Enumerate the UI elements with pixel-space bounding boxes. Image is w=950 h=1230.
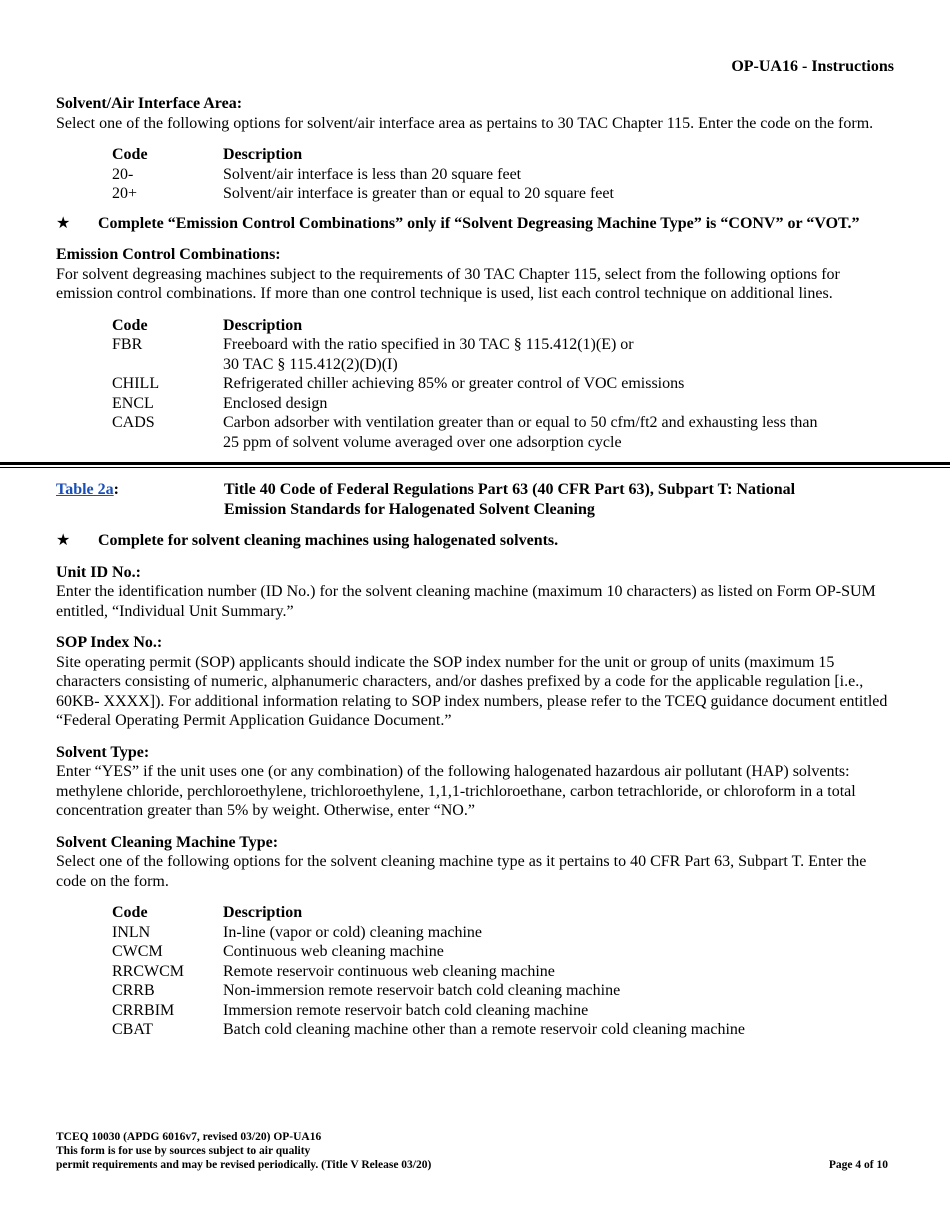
description-column-header: Description: [223, 316, 303, 334]
description-cell: [223, 413, 818, 452]
code-cell: CADS: [112, 414, 155, 431]
table-2a-title-line: Emission Standards for Halogenated Solvent Cleaning: [224, 500, 595, 518]
table-row: [112, 1020, 745, 1040]
code-cell: CRRB: [112, 982, 155, 999]
description-cell: Non-immersion remote reservoir batch cold cleaning machine: [223, 982, 621, 999]
table-2a-title: [224, 480, 795, 519]
code-cell: ENCL: [112, 394, 154, 412]
page-header-title: OP-UA16 - Instructions: [731, 58, 894, 75]
code-cell: 20+: [112, 185, 138, 202]
solvent-type-text: Enter “YES” if the unit uses one (or any combination) of the following halogenated hazardous air pollutant (HAP) solvents: methylene chloride, perchloroethylene, trichloroethylene, 1,1,1-trichloroethane, carbon tetrachloride, or chloroform in a total concentration greater than 5% by weight. Otherwise, enter “NO.”: [56, 763, 856, 819]
description-cell: [223, 335, 818, 374]
unit-id-heading: Unit ID No.:: [56, 563, 141, 581]
code-cell: CBAT: [112, 1021, 153, 1038]
unit-id-text: Enter the identification number (ID No.) for the solvent cleaning machine (maximum 10 characters) as listed on Form OP-SUM entitled, “Individual Unit Summary.”: [56, 583, 876, 620]
code-column-header: Code: [112, 316, 148, 334]
table-header-row: [112, 145, 614, 165]
page-number: Page 4 of 10: [828, 1159, 888, 1171]
sop-index-heading: SOP Index No.:: [56, 634, 163, 651]
footer-line: This form is for use by sources subject to air quality: [56, 1145, 311, 1157]
star-note-text: Complete for solvent cleaning machines using halogenated solvents.: [98, 532, 559, 549]
code-cell: CHILL: [112, 375, 160, 392]
code-cell: RRCWCM: [112, 962, 185, 980]
code-column-header: Code: [112, 146, 148, 163]
machine-type-code-table: [112, 903, 745, 1040]
section-divider: [0, 462, 950, 468]
star-icon: ★: [56, 214, 71, 232]
table-row: [112, 165, 614, 185]
description-cell: In-line (vapor or cold) cleaning machine: [223, 923, 482, 941]
sop-index-text: Site operating permit (SOP) applicants should indicate the SOP index number for the unit or group of units (maximum 15 characters consisting of numeric, alphanumeric characters, and/or dashes prefixed by a code for the applicable regulation [i.e., 60KB- XXXX]). For additional information relating to SOP index numbers, please refer to the TCEQ guidance document entitled “Federal Operating Permit Application Guidance Document.”: [56, 653, 888, 729]
table-row: [112, 923, 745, 943]
description-cell: Solvent/air interface is less than 20 square feet: [223, 165, 522, 183]
page-footer: [56, 1130, 888, 1172]
table-header-row: [112, 316, 818, 336]
solvent-type-heading: Solvent Type:: [56, 743, 150, 761]
description-cell: Refrigerated chiller achieving 85% or greater control of VOC emissions: [223, 375, 685, 392]
emission-control-text: For solvent degreasing machines subject to the requirements of 30 TAC Chapter 115, select from the following options for emission control combinations. If more than one control technique is used, list each control technique on additional lines.: [56, 265, 840, 302]
code-cell: CRRBIM: [112, 1001, 175, 1019]
table-2a-link[interactable]: Table 2a: [56, 481, 114, 498]
table-2a-colon: :: [113, 481, 119, 498]
machine-type-text: Select one of the following options for the solvent cleaning machine type as it pertains to 40 CFR Part 63, Subpart T. Enter the code on the form.: [56, 853, 867, 890]
page-content: [56, 94, 896, 1050]
description-cell: Remote reservoir continuous web cleaning machine: [223, 962, 555, 980]
code-cell: FBR: [112, 336, 143, 353]
table-row: [112, 335, 818, 374]
description-cell: Solvent/air interface is greater than or equal to 20 square feet: [223, 185, 614, 202]
star-icon: ★: [56, 532, 71, 549]
description-cell: Immersion remote reservoir batch cold cleaning machine: [223, 1001, 589, 1019]
star-note-text: Complete “Emission Control Combinations” only if “Solvent Degreasing Machine Type” is “CONV” or “VOT.”: [98, 214, 860, 232]
code-cell: CWCM: [112, 943, 163, 960]
description-line: Carbon adsorber with ventilation greater than or equal to 50 cfm/ft2 and exhausting less than: [223, 414, 818, 431]
description-line: 25 ppm of solvent volume averaged over one adsorption cycle: [223, 433, 622, 451]
footer-line: permit requirements and may be revised periodically. (Title V Release 03/20): [56, 1159, 432, 1171]
table-row: [112, 394, 818, 414]
code-column-header: Code: [112, 904, 148, 921]
description-column-header: Description: [223, 146, 303, 163]
table-header-row: [112, 903, 745, 923]
table-row: [112, 374, 818, 394]
solvent-air-code-table: [112, 145, 614, 204]
table-2a-heading: [56, 480, 896, 519]
table-row: [112, 184, 614, 204]
description-line: Freeboard with the ratio specified in 30 TAC § 115.412(1)(E) or: [223, 336, 634, 353]
table-row: [112, 962, 745, 982]
code-cell: 20-: [112, 165, 134, 183]
table-2a-title-line: Title 40 Code of Federal Regulations Part 63 (40 CFR Part 63), Subpart T: National: [224, 481, 796, 498]
table-row: [112, 981, 745, 1001]
table-row: [112, 1001, 745, 1021]
description-cell: Continuous web cleaning machine: [223, 943, 444, 960]
description-cell: Batch cold cleaning machine other than a remote reservoir cold cleaning machine: [223, 1021, 745, 1038]
table-2a-label: [56, 480, 224, 519]
footer-line: TCEQ 10030 (APDG 6016v7, revised 03/20) OP-UA16: [56, 1131, 322, 1143]
star-note: [56, 531, 896, 551]
star-note: [56, 214, 896, 234]
description-column-header: Description: [223, 904, 303, 921]
solvent-air-heading: Solvent/Air Interface Area:: [56, 95, 243, 112]
description-line: 30 TAC § 115.412(2)(D)(I): [223, 355, 398, 373]
emission-control-heading: Emission Control Combinations:: [56, 246, 281, 263]
machine-type-heading: Solvent Cleaning Machine Type:: [56, 833, 279, 851]
description-cell: Enclosed design: [223, 394, 328, 412]
code-cell: INLN: [112, 923, 151, 941]
emission-control-code-table: [112, 316, 818, 453]
table-row: [112, 942, 745, 962]
solvent-air-text: Select one of the following options for solvent/air interface area as pertains to 30 TAC Chapter 115. Enter the code on the form.: [56, 114, 874, 132]
table-row: [112, 413, 818, 452]
